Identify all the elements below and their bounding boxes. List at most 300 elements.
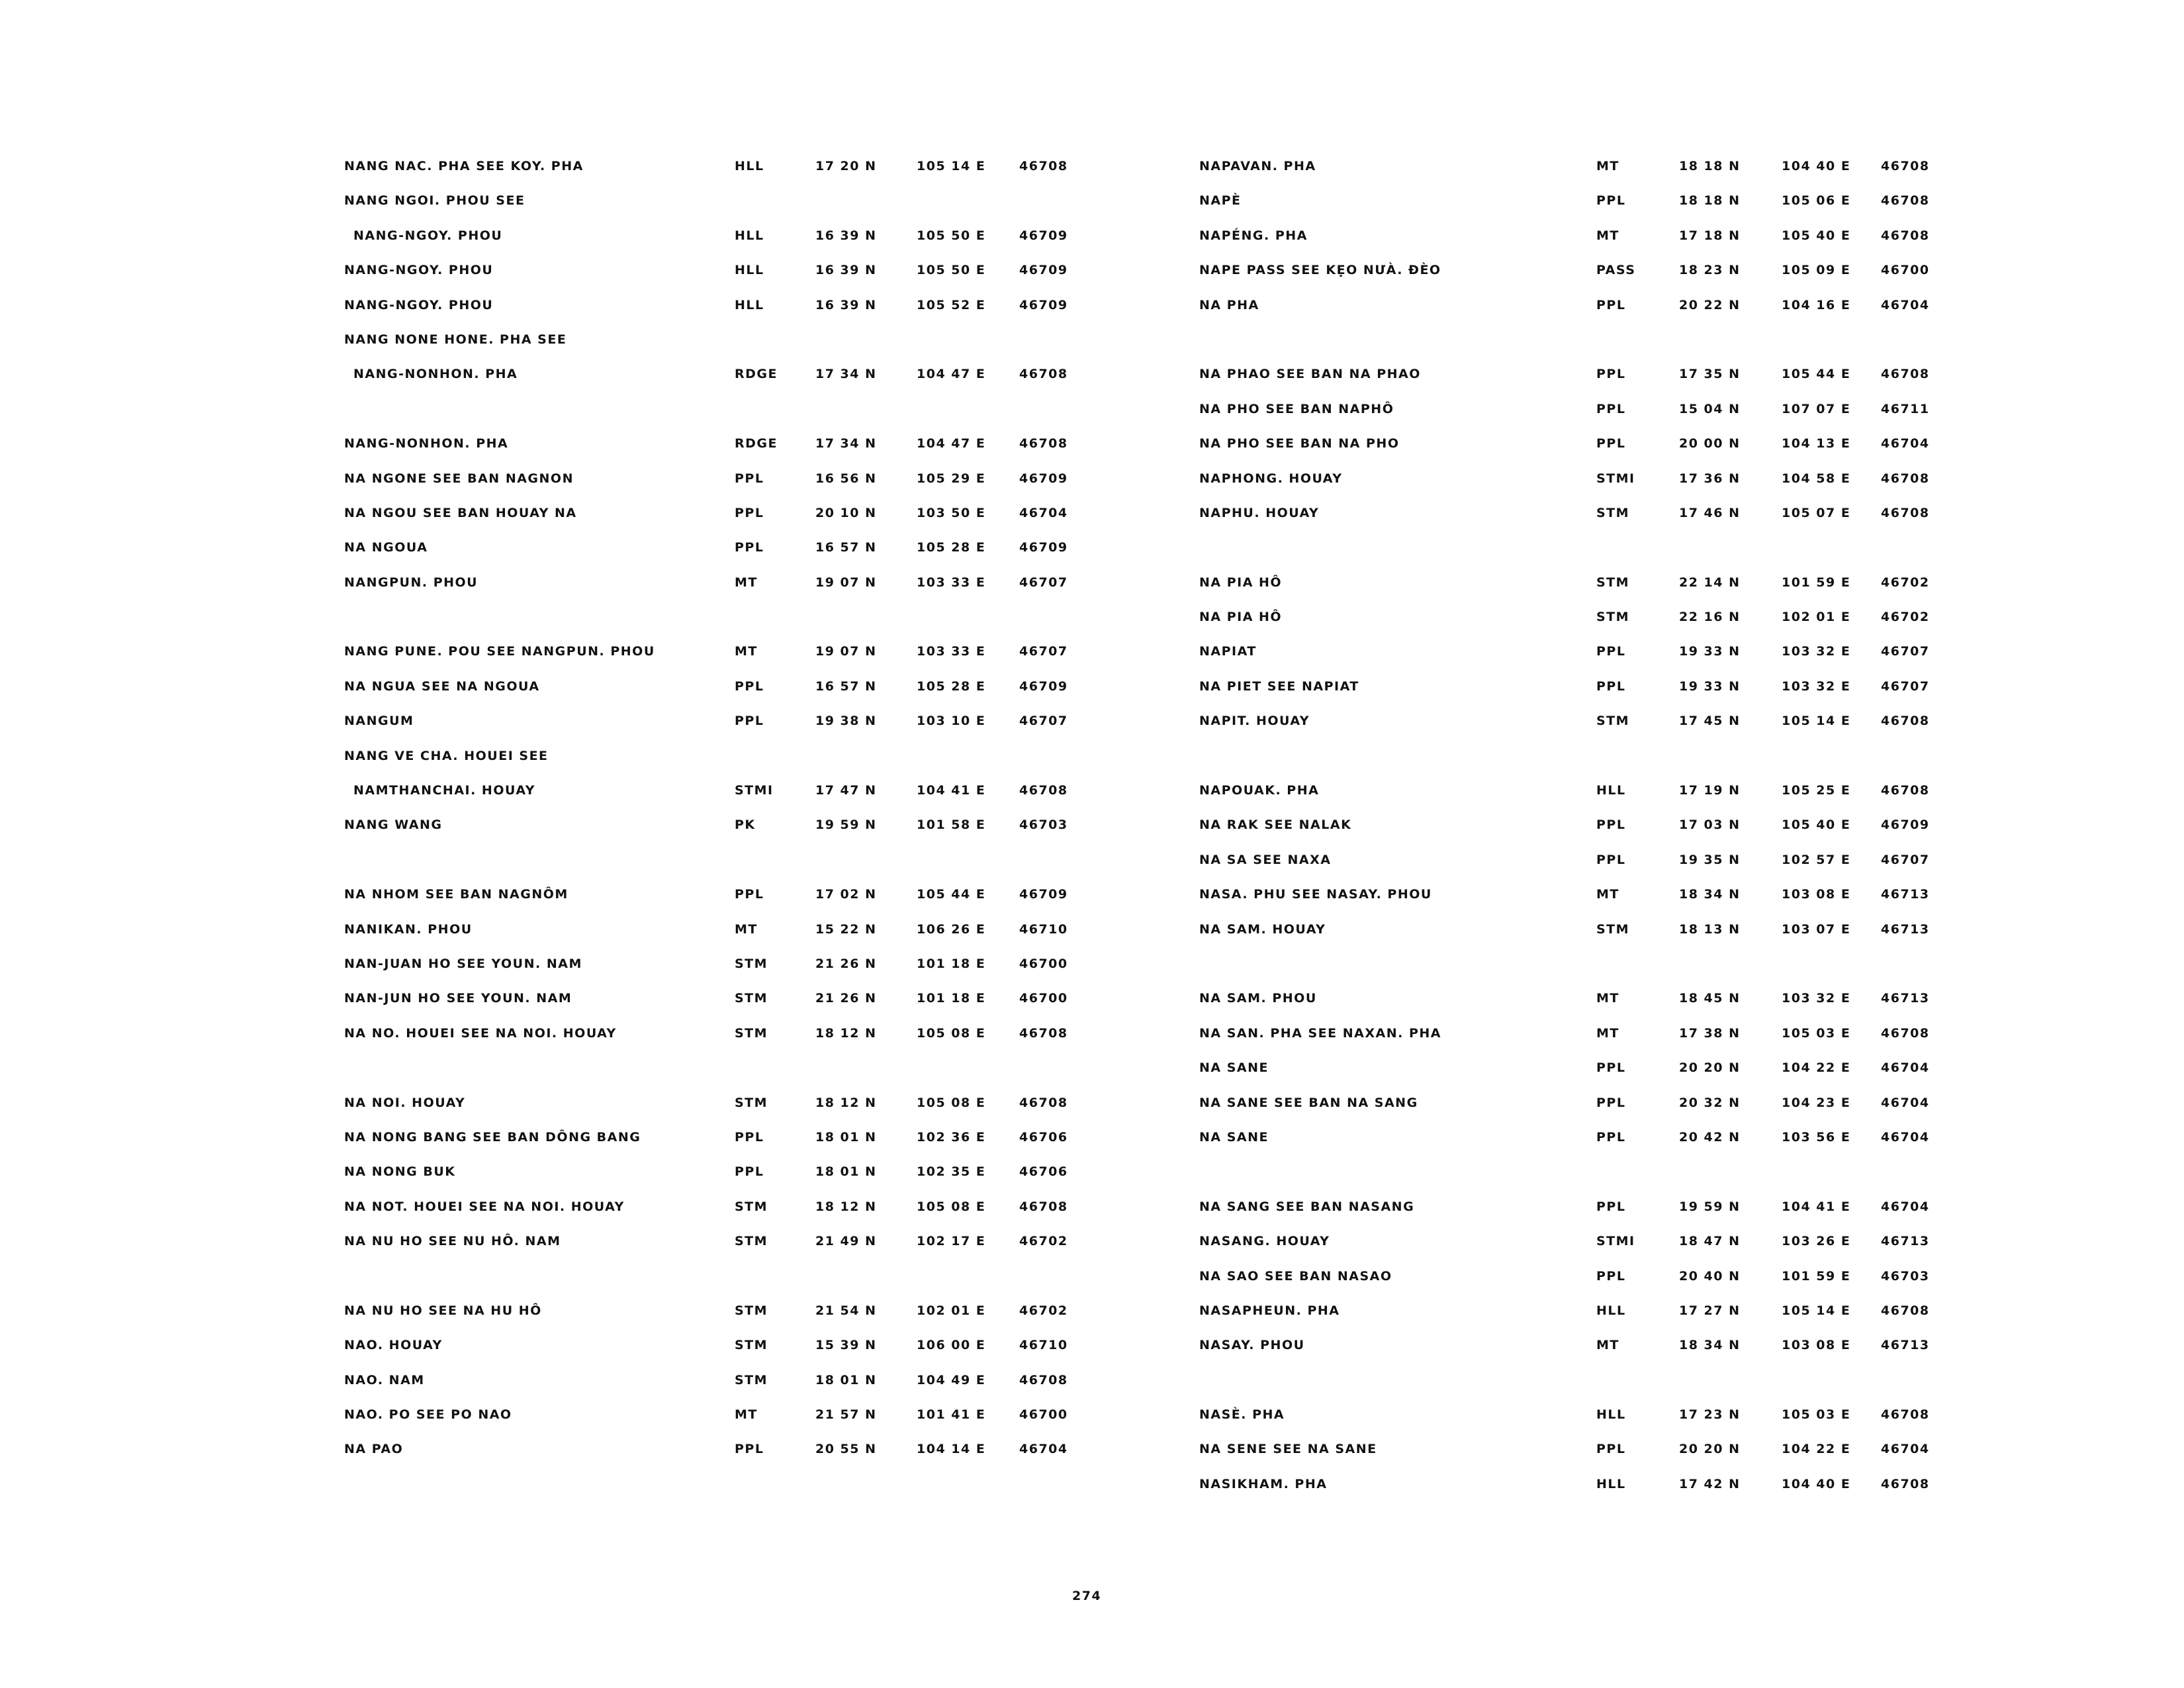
place-name: NASAY. PHOU — [1199, 1338, 1305, 1353]
sheet-number: 46704 — [1881, 1442, 1930, 1457]
place-name: NAPHONG. HOUAY — [1199, 471, 1343, 486]
place-name: NA SA SEE NAXA — [1199, 852, 1332, 867]
feature-type: PPL — [735, 679, 764, 694]
sheet-number: 46700 — [1019, 991, 1068, 1006]
latitude: 18 13 N — [1679, 921, 1741, 937]
place-name: NA PIA HÔ — [1199, 575, 1283, 590]
latitude: 17 27 N — [1679, 1303, 1741, 1318]
longitude: 105 08 E — [917, 1199, 986, 1214]
place-name: NASAPHEUN. PHA — [1199, 1303, 1340, 1318]
feature-type: PPL — [1596, 436, 1626, 451]
feature-type: MT — [735, 644, 758, 659]
latitude: 18 18 N — [1679, 159, 1741, 173]
longitude: 106 26 E — [917, 921, 986, 937]
feature-type: PPL — [735, 1164, 764, 1180]
longitude: 103 10 E — [917, 714, 986, 729]
feature-type: HLL — [1596, 1303, 1626, 1318]
feature-type: MT — [735, 1407, 758, 1423]
longitude: 105 28 E — [917, 540, 986, 555]
latitude: 19 33 N — [1679, 644, 1741, 659]
latitude: 17 34 N — [815, 367, 877, 382]
sheet-number: 46708 — [1881, 1303, 1930, 1318]
sheet-number: 46708 — [1881, 1025, 1930, 1041]
place-name: NANG-NONHON. PHA — [344, 436, 509, 451]
sheet-number: 46711 — [1881, 401, 1930, 416]
place-name: NANG WANG — [344, 818, 443, 833]
place-name: NA SANG SEE BAN NASANG — [1199, 1199, 1415, 1214]
feature-type: PPL — [735, 887, 764, 902]
latitude: 18 01 N — [815, 1372, 877, 1387]
latitude: 15 39 N — [815, 1338, 877, 1353]
place-name: NA NHOM SEE BAN NAGNÔM — [344, 887, 569, 902]
feature-type: PPL — [1596, 1095, 1626, 1110]
place-name: NA SANE SEE BAN NA SANG — [1199, 1095, 1418, 1110]
sheet-number: 46708 — [1881, 471, 1930, 486]
place-name: NA NU HO SEE NU HÔ. NAM — [344, 1234, 561, 1249]
sheet-number: 46704 — [1881, 297, 1930, 312]
feature-type: PPL — [1596, 193, 1626, 209]
place-name: NAPÉNG. PHA — [1199, 228, 1308, 243]
feature-type: PPL — [1596, 644, 1626, 659]
longitude: 105 14 E — [1782, 714, 1851, 729]
longitude: 104 47 E — [917, 436, 986, 451]
feature-type: PPL — [1596, 297, 1626, 312]
latitude: 21 57 N — [815, 1407, 877, 1423]
latitude: 19 59 N — [815, 818, 877, 833]
feature-type: STM — [735, 1025, 768, 1041]
place-name: NA NGOUA — [344, 540, 428, 555]
longitude: 102 36 E — [917, 1129, 986, 1145]
latitude: 16 39 N — [815, 297, 877, 312]
sheet-number: 46708 — [1019, 1025, 1068, 1041]
longitude: 105 07 E — [1782, 505, 1851, 520]
sheet-number: 46708 — [1881, 505, 1930, 520]
latitude: 18 01 N — [815, 1129, 877, 1145]
sheet-number: 46709 — [1019, 471, 1068, 486]
feature-type: PPL — [735, 1442, 764, 1457]
feature-type: STMI — [1596, 1234, 1635, 1249]
sheet-number: 46708 — [1881, 193, 1930, 209]
latitude: 15 04 N — [1679, 401, 1741, 416]
feature-type: HLL — [1596, 1476, 1626, 1491]
place-name: NANGUM — [344, 714, 414, 729]
place-name: NA SAO SEE BAN NASAO — [1199, 1268, 1392, 1284]
feature-type: MT — [1596, 1338, 1619, 1353]
longitude: 101 59 E — [1782, 575, 1851, 590]
place-name: NAPOUAK. PHA — [1199, 783, 1320, 798]
latitude: 16 57 N — [815, 679, 877, 694]
place-name: NA NOI. HOUAY — [344, 1095, 466, 1110]
place-name: NA SENE SEE NA SANE — [1199, 1442, 1377, 1457]
longitude: 102 17 E — [917, 1234, 986, 1249]
place-name: NAPAVAN. PHA — [1199, 159, 1316, 173]
sheet-number: 46708 — [1881, 714, 1930, 729]
latitude: 17 38 N — [1679, 1025, 1741, 1041]
sheet-number: 46707 — [1881, 679, 1930, 694]
feature-type: PPL — [735, 471, 764, 486]
feature-type: HLL — [735, 159, 764, 173]
latitude: 18 18 N — [1679, 193, 1741, 209]
longitude: 105 50 E — [917, 228, 986, 243]
feature-type: HLL — [735, 297, 764, 312]
longitude: 105 40 E — [1782, 818, 1851, 833]
latitude: 19 35 N — [1679, 852, 1741, 867]
longitude: 101 18 E — [917, 956, 986, 971]
feature-type: PPL — [1596, 1199, 1626, 1214]
sheet-number: 46710 — [1019, 1338, 1068, 1353]
place-name: NAN-JUAN HO SEE YOUN. NAM — [344, 956, 582, 971]
latitude: 17 34 N — [815, 436, 877, 451]
place-name: NA NGUA SEE NA NGOUA — [344, 679, 540, 694]
sheet-number: 46713 — [1881, 1234, 1930, 1249]
latitude: 16 39 N — [815, 228, 877, 243]
feature-type: PPL — [1596, 401, 1626, 416]
sheet-number: 46707 — [1881, 852, 1930, 867]
longitude: 103 50 E — [917, 505, 986, 520]
feature-type: MT — [1596, 1025, 1619, 1041]
sheet-number: 46702 — [1881, 610, 1930, 625]
longitude: 104 49 E — [917, 1372, 986, 1387]
place-name: NAO. PO SEE PO NAO — [344, 1407, 512, 1423]
place-name: NA PIA HÔ — [1199, 610, 1283, 625]
feature-type: RDGE — [735, 367, 778, 382]
latitude: 18 47 N — [1679, 1234, 1741, 1249]
place-name: NAPÈ — [1199, 193, 1242, 209]
place-name: NA NU HO SEE NA HU HÔ — [344, 1303, 542, 1318]
feature-type: HLL — [1596, 783, 1626, 798]
place-name: NANIKAN. PHOU — [344, 921, 473, 937]
feature-type: STM — [1596, 921, 1630, 937]
latitude: 19 38 N — [815, 714, 877, 729]
latitude: 20 42 N — [1679, 1129, 1741, 1145]
latitude: 21 26 N — [815, 991, 877, 1006]
place-name: NANG NGOI. PHOU SEE — [344, 193, 525, 209]
sheet-number: 46709 — [1019, 228, 1068, 243]
place-name: NANG VE CHA. HOUEI SEE — [344, 748, 549, 763]
sheet-number: 46700 — [1019, 1407, 1068, 1423]
feature-type: PPL — [1596, 1129, 1626, 1145]
sheet-number: 46708 — [1881, 228, 1930, 243]
latitude: 17 36 N — [1679, 471, 1741, 486]
feature-type: STM — [735, 1338, 768, 1353]
longitude: 104 22 E — [1782, 1060, 1851, 1076]
sheet-number: 46707 — [1019, 714, 1068, 729]
longitude: 104 40 E — [1782, 159, 1851, 173]
latitude: 22 14 N — [1679, 575, 1741, 590]
feature-type: STM — [735, 1095, 768, 1110]
place-name: NASA. PHU SEE NASAY. PHOU — [1199, 887, 1432, 902]
place-name: NA PHA — [1199, 297, 1259, 312]
latitude: 20 22 N — [1679, 297, 1741, 312]
longitude: 104 41 E — [1782, 1199, 1851, 1214]
feature-type: STM — [735, 991, 768, 1006]
sheet-number: 46708 — [1881, 783, 1930, 798]
place-name: NA PHO SEE BAN NA PHO — [1199, 436, 1400, 451]
feature-type: STM — [735, 1199, 768, 1214]
latitude: 15 22 N — [815, 921, 877, 937]
latitude: 17 46 N — [1679, 505, 1741, 520]
place-name: NA RAK SEE NALAK — [1199, 818, 1352, 833]
latitude: 18 12 N — [815, 1199, 877, 1214]
place-name: NASANG. HOUAY — [1199, 1234, 1330, 1249]
longitude: 106 00 E — [917, 1338, 986, 1353]
sheet-number: 46709 — [1881, 818, 1930, 833]
place-name: NAN-JUN HO SEE YOUN. NAM — [344, 991, 572, 1006]
longitude: 105 06 E — [1782, 193, 1851, 209]
place-name: NA NO. HOUEI SEE NA NOI. HOUAY — [344, 1025, 617, 1041]
sheet-number: 46704 — [1881, 1095, 1930, 1110]
longitude: 105 29 E — [917, 471, 986, 486]
feature-type: PPL — [1596, 1268, 1626, 1284]
latitude: 17 19 N — [1679, 783, 1741, 798]
longitude: 107 07 E — [1782, 401, 1851, 416]
feature-type: STMI — [735, 783, 774, 798]
sheet-number: 46709 — [1019, 263, 1068, 278]
latitude: 20 20 N — [1679, 1442, 1741, 1457]
sheet-number: 46707 — [1881, 644, 1930, 659]
feature-type: MT — [1596, 887, 1619, 902]
latitude: 16 39 N — [815, 263, 877, 278]
feature-type: PPL — [735, 540, 764, 555]
longitude: 105 03 E — [1782, 1407, 1851, 1423]
sheet-number: 46704 — [1881, 1060, 1930, 1076]
longitude: 103 26 E — [1782, 1234, 1851, 1249]
latitude: 17 47 N — [815, 783, 877, 798]
place-name: NA NGOU SEE BAN HOUAY NA — [344, 505, 577, 520]
longitude: 105 52 E — [917, 297, 986, 312]
longitude: 104 14 E — [917, 1442, 986, 1457]
feature-type: PPL — [735, 505, 764, 520]
longitude: 104 22 E — [1782, 1442, 1851, 1457]
feature-type: STM — [1596, 575, 1630, 590]
longitude: 104 58 E — [1782, 471, 1851, 486]
longitude: 104 13 E — [1782, 436, 1851, 451]
longitude: 103 32 E — [1782, 644, 1851, 659]
place-name: NAMTHANCHAI. HOUAY — [353, 783, 535, 798]
latitude: 20 32 N — [1679, 1095, 1741, 1110]
sheet-number: 46704 — [1019, 505, 1068, 520]
latitude: 21 26 N — [815, 956, 877, 971]
sheet-number: 46708 — [1019, 159, 1068, 173]
feature-type: STM — [1596, 505, 1630, 520]
sheet-number: 46708 — [1881, 159, 1930, 173]
place-name: NA PHO SEE BAN NAPHÔ — [1199, 401, 1394, 416]
sheet-number: 46708 — [1019, 1372, 1068, 1387]
latitude: 18 01 N — [815, 1164, 877, 1180]
feature-type: PASS — [1596, 263, 1636, 278]
latitude: 20 00 N — [1679, 436, 1741, 451]
place-name: NA SAN. PHA SEE NAXAN. PHA — [1199, 1025, 1441, 1041]
longitude: 103 08 E — [1782, 887, 1851, 902]
sheet-number: 46706 — [1019, 1129, 1068, 1145]
latitude: 17 45 N — [1679, 714, 1741, 729]
place-name: NA SAM. HOUAY — [1199, 921, 1326, 937]
longitude: 103 08 E — [1782, 1338, 1851, 1353]
sheet-number: 46704 — [1881, 1129, 1930, 1145]
longitude: 105 44 E — [917, 887, 986, 902]
feature-type: STM — [735, 956, 768, 971]
longitude: 102 01 E — [917, 1303, 986, 1318]
feature-type: MT — [1596, 159, 1619, 173]
longitude: 105 44 E — [1782, 367, 1851, 382]
sheet-number: 46713 — [1881, 887, 1930, 902]
longitude: 105 08 E — [917, 1095, 986, 1110]
sheet-number: 46702 — [1019, 1303, 1068, 1318]
longitude: 104 47 E — [917, 367, 986, 382]
latitude: 18 23 N — [1679, 263, 1741, 278]
longitude: 103 07 E — [1782, 921, 1851, 937]
latitude: 20 55 N — [815, 1442, 877, 1457]
longitude: 104 16 E — [1782, 297, 1851, 312]
sheet-number: 46713 — [1881, 991, 1930, 1006]
place-name: NANG-NGOY. PHOU — [344, 297, 494, 312]
latitude: 20 20 N — [1679, 1060, 1741, 1076]
place-name: NA NOT. HOUEI SEE NA NOI. HOUAY — [344, 1199, 625, 1214]
place-name: NANG NAC. PHA SEE KOY. PHA — [344, 159, 584, 173]
place-name: NAPIT. HOUAY — [1199, 714, 1310, 729]
longitude: 103 33 E — [917, 644, 986, 659]
sheet-number: 46704 — [1019, 1442, 1068, 1457]
longitude: 105 40 E — [1782, 228, 1851, 243]
longitude: 105 14 E — [1782, 1303, 1851, 1318]
place-name: NA SANE — [1199, 1060, 1269, 1076]
place-name: NAO. HOUAY — [344, 1338, 443, 1353]
longitude: 103 32 E — [1782, 679, 1851, 694]
latitude: 18 45 N — [1679, 991, 1741, 1006]
sheet-number: 46700 — [1019, 956, 1068, 971]
sheet-number: 46704 — [1881, 436, 1930, 451]
longitude: 104 40 E — [1782, 1476, 1851, 1491]
sheet-number: 46702 — [1881, 575, 1930, 590]
latitude: 18 12 N — [815, 1025, 877, 1041]
feature-type: MT — [1596, 228, 1619, 243]
place-name: NASIKHAM. PHA — [1199, 1476, 1328, 1491]
sheet-number: 46708 — [1019, 367, 1068, 382]
feature-type: PPL — [1596, 818, 1626, 833]
feature-type: HLL — [735, 228, 764, 243]
feature-type: PPL — [735, 1129, 764, 1145]
page-number: 274 — [1072, 1589, 1102, 1603]
latitude: 17 02 N — [815, 887, 877, 902]
place-name: NA PIET SEE NAPIAT — [1199, 679, 1359, 694]
feature-type: MT — [1596, 991, 1619, 1006]
sheet-number: 46713 — [1881, 1338, 1930, 1353]
latitude: 20 40 N — [1679, 1268, 1741, 1284]
place-name: NANG-NGOY. PHOU — [344, 263, 494, 278]
feature-type: HLL — [735, 263, 764, 278]
latitude: 18 34 N — [1679, 887, 1741, 902]
place-name: NANG-NGOY. PHOU — [353, 228, 503, 243]
longitude: 105 28 E — [917, 679, 986, 694]
latitude: 19 33 N — [1679, 679, 1741, 694]
feature-type: HLL — [1596, 1407, 1626, 1423]
sheet-number: 46708 — [1019, 783, 1068, 798]
feature-type: PPL — [1596, 1442, 1626, 1457]
latitude: 17 23 N — [1679, 1407, 1741, 1423]
feature-type: STMI — [1596, 471, 1635, 486]
longitude: 105 14 E — [917, 159, 986, 173]
place-name: NAPIAT — [1199, 644, 1257, 659]
latitude: 17 03 N — [1679, 818, 1741, 833]
feature-type: STM — [735, 1372, 768, 1387]
latitude: 17 18 N — [1679, 228, 1741, 243]
sheet-number: 46700 — [1881, 263, 1930, 278]
latitude: 21 49 N — [815, 1234, 877, 1249]
longitude: 103 33 E — [917, 575, 986, 590]
sheet-number: 46706 — [1019, 1164, 1068, 1180]
place-name: NASÈ. PHA — [1199, 1407, 1285, 1423]
sheet-number: 46710 — [1019, 921, 1068, 937]
place-name: NAO. NAM — [344, 1372, 425, 1387]
longitude: 103 56 E — [1782, 1129, 1851, 1145]
sheet-number: 46703 — [1019, 818, 1068, 833]
feature-type: STM — [735, 1303, 768, 1318]
feature-type: MT — [735, 575, 758, 590]
feature-type: RDGE — [735, 436, 778, 451]
sheet-number: 46708 — [1019, 1095, 1068, 1110]
place-name: NA NGONE SEE BAN NAGNON — [344, 471, 574, 486]
latitude: 18 12 N — [815, 1095, 877, 1110]
sheet-number: 46708 — [1881, 1407, 1930, 1423]
longitude: 101 18 E — [917, 991, 986, 1006]
longitude: 103 32 E — [1782, 991, 1851, 1006]
latitude: 16 57 N — [815, 540, 877, 555]
sheet-number: 46707 — [1019, 644, 1068, 659]
longitude: 104 41 E — [917, 783, 986, 798]
feature-type: MT — [735, 921, 758, 937]
place-name: NANG NONE HONE. PHA SEE — [344, 332, 567, 347]
sheet-number: 46707 — [1019, 575, 1068, 590]
latitude: 22 16 N — [1679, 610, 1741, 625]
latitude: 17 20 N — [815, 159, 877, 173]
longitude: 105 50 E — [917, 263, 986, 278]
latitude: 18 34 N — [1679, 1338, 1741, 1353]
longitude: 105 03 E — [1782, 1025, 1851, 1041]
place-name: NANGPUN. PHOU — [344, 575, 478, 590]
longitude: 101 41 E — [917, 1407, 986, 1423]
feature-type: PPL — [1596, 679, 1626, 694]
sheet-number: 46713 — [1881, 921, 1930, 937]
longitude: 104 23 E — [1782, 1095, 1851, 1110]
sheet-number: 46708 — [1881, 1476, 1930, 1491]
longitude: 105 09 E — [1782, 263, 1851, 278]
longitude: 105 25 E — [1782, 783, 1851, 798]
sheet-number: 46709 — [1019, 297, 1068, 312]
feature-type: STM — [1596, 610, 1630, 625]
latitude: 21 54 N — [815, 1303, 877, 1318]
sheet-number: 46704 — [1881, 1199, 1930, 1214]
feature-type: PK — [735, 818, 756, 833]
latitude: 17 42 N — [1679, 1476, 1741, 1491]
longitude: 101 58 E — [917, 818, 986, 833]
feature-type: PPL — [1596, 1060, 1626, 1076]
place-name: NANG PUNE. POU SEE NANGPUN. PHOU — [344, 644, 655, 659]
feature-type: PPL — [1596, 852, 1626, 867]
sheet-number: 46708 — [1881, 367, 1930, 382]
longitude: 102 35 E — [917, 1164, 986, 1180]
place-name: NAPE PASS SEE KẸO NƯÀ. ĐÈO — [1199, 263, 1441, 278]
longitude: 101 59 E — [1782, 1268, 1851, 1284]
place-name: NA PHAO SEE BAN NA PHAO — [1199, 367, 1421, 382]
place-name: NA SAM. PHOU — [1199, 991, 1317, 1006]
latitude: 16 56 N — [815, 471, 877, 486]
sheet-number: 46709 — [1019, 887, 1068, 902]
longitude: 102 01 E — [1782, 610, 1851, 625]
sheet-number: 46708 — [1019, 1199, 1068, 1214]
place-name: NAPHU. HOUAY — [1199, 505, 1320, 520]
sheet-number: 46703 — [1881, 1268, 1930, 1284]
latitude: 20 10 N — [815, 505, 877, 520]
